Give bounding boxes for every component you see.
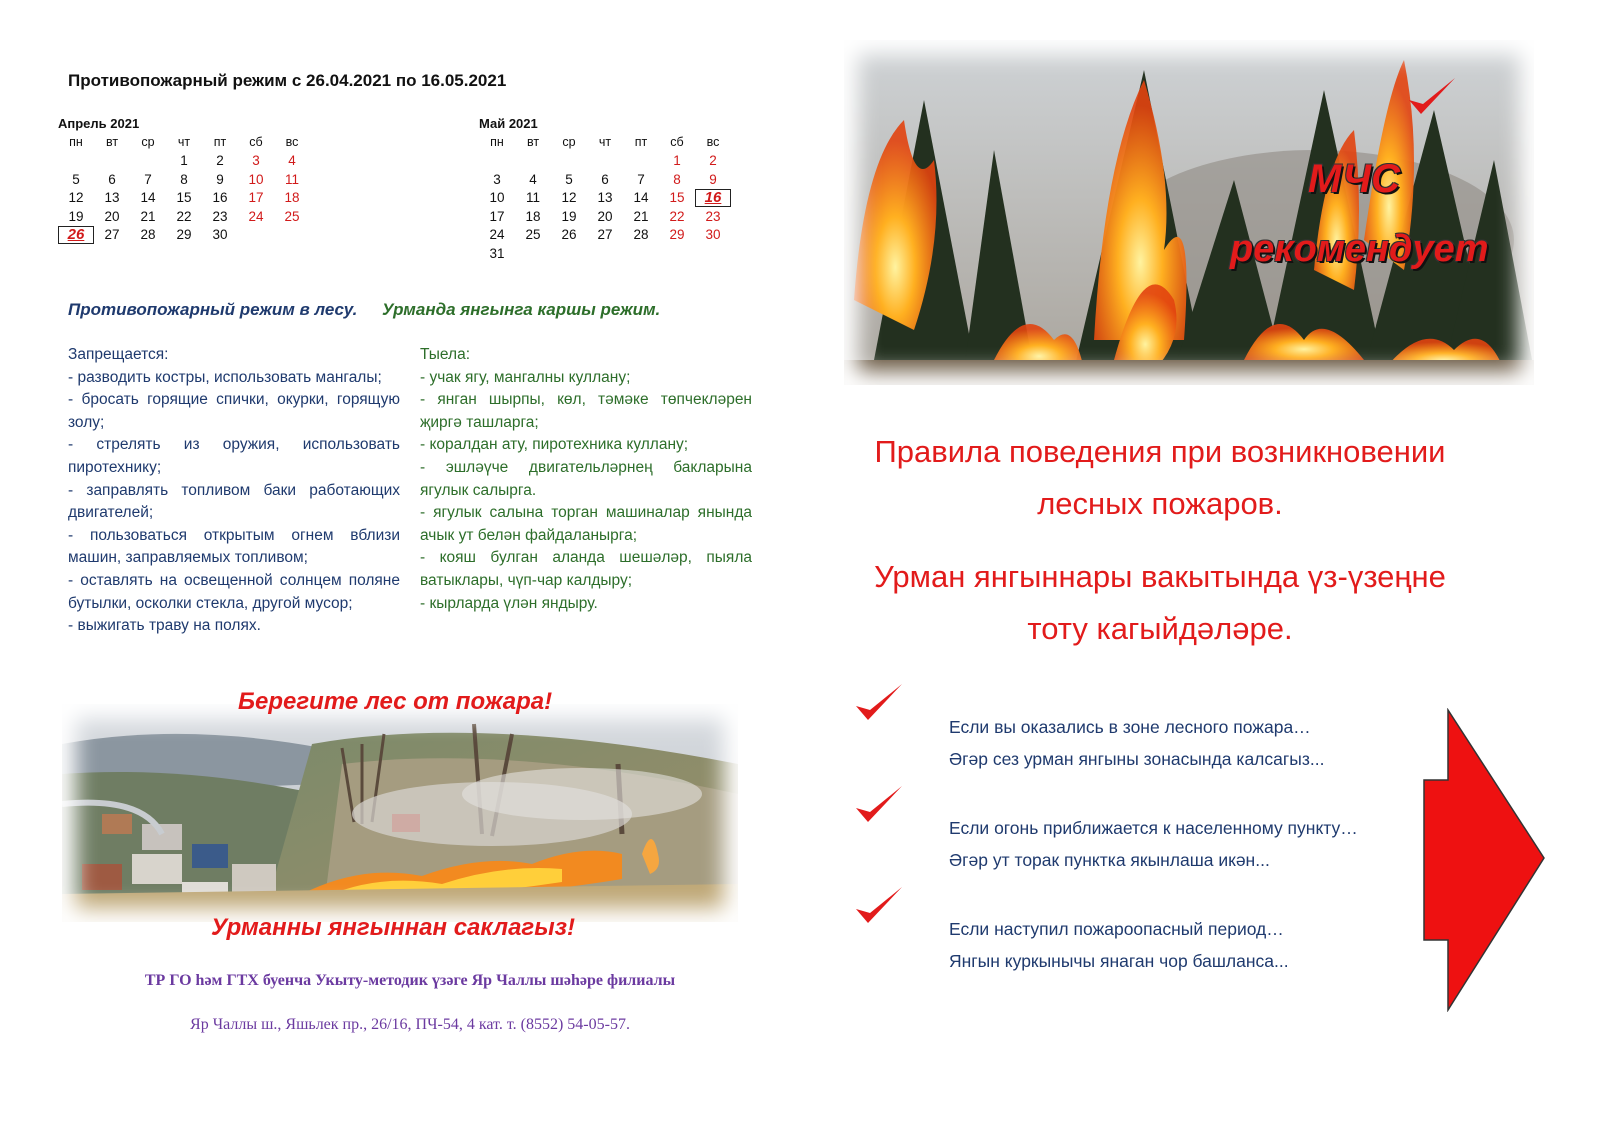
tip-item xyxy=(949,711,1324,775)
calendar-day: 24 xyxy=(489,227,505,243)
tip-item xyxy=(949,812,1358,876)
calendar-day: 31 xyxy=(489,245,505,261)
calendar-day: 27 xyxy=(104,227,120,243)
calendar-day: 29 xyxy=(669,227,685,243)
rule-item: - кояш булган аланда шешәләр, пыяла ватыклары, чүп-чар калдыру; xyxy=(420,549,752,589)
calendar-day: 4 xyxy=(288,153,296,169)
calendar-day: 28 xyxy=(140,227,156,243)
calendar-day: 15 xyxy=(176,190,192,206)
calendar-day: 15 xyxy=(669,190,685,206)
weekday-header: пн xyxy=(490,135,504,150)
calendar-day: 9 xyxy=(216,171,224,187)
calendar-day: 17 xyxy=(489,208,505,224)
slogan-ru: Берегите лес от пожара! xyxy=(238,688,553,715)
rule-item: - коралдан ату, пиротехника куллану; xyxy=(420,436,689,454)
mchs-subtitle: рекомендует xyxy=(1230,228,1489,270)
calendar-day: 10 xyxy=(489,190,505,206)
calendar-april xyxy=(58,116,310,244)
calendar-day: 21 xyxy=(140,208,156,224)
organization-name: ТР ГО һәм ГТХ буенча Укыту-методик үзәге Яр Чаллы шәһәре филиалы xyxy=(144,972,676,989)
calendar-day: 3 xyxy=(252,153,260,169)
rule-item: - стрелять из оружия, использовать пиротехнику; xyxy=(68,436,400,476)
weekday-header: сб xyxy=(249,135,263,150)
calendar-day: 22 xyxy=(669,208,685,224)
rule-item: Запрещается: xyxy=(68,346,169,363)
calendar-grid xyxy=(479,133,731,263)
calendar-day: 22 xyxy=(176,208,192,224)
tip-ru: Если огонь приближается к населенному пункту… xyxy=(949,818,1358,838)
calendar-day: 18 xyxy=(525,208,541,224)
rule-item: - выжигать траву на полях. xyxy=(68,617,261,635)
calendar-day: 2 xyxy=(216,153,224,169)
tip-tt: Әгәр сез урман янгыны зонасында калсагыз... xyxy=(949,749,1325,769)
arrow-right-icon xyxy=(1422,708,1546,1012)
rule-item: - бросать горящие спички, окурки, горящую золу; xyxy=(68,391,400,431)
rule-item: - учак ягу, мангалны куллану; xyxy=(420,368,631,386)
calendar-day: 19 xyxy=(561,208,577,224)
page-title: Противопожарный режим с 26.04.2021 по 16.05.2021 xyxy=(68,71,507,90)
calendar-day: 1 xyxy=(673,153,681,169)
calendar-day: 7 xyxy=(637,171,645,187)
rules-title-tt xyxy=(820,551,1500,655)
calendar-day: 25 xyxy=(525,227,541,243)
calendar-day-marked: 16 xyxy=(695,189,731,208)
calendar-empty-cell xyxy=(479,152,515,171)
calendar-empty-cell xyxy=(58,152,94,171)
calendar-day: 5 xyxy=(565,171,573,187)
rules-title-line: лесных пожаров. xyxy=(1037,486,1283,521)
slogan-tt: Урманны янгыннан саклагыз! xyxy=(211,914,575,941)
calendar-day: 8 xyxy=(673,171,681,187)
calendar-day: 6 xyxy=(601,171,609,187)
calendar-empty-cell xyxy=(587,152,623,171)
rules-title-line: тоту кагыйдәләре. xyxy=(1027,611,1293,646)
calendar-empty-cell xyxy=(623,152,659,171)
calendar-day: 27 xyxy=(597,227,613,243)
calendar-day: 1 xyxy=(180,153,188,169)
rules-title-ru xyxy=(820,426,1500,530)
rules-title-line: Правила поведения при возникновении xyxy=(874,434,1446,469)
calendar-day: 6 xyxy=(108,171,116,187)
organization-address: Яр Чаллы ш., Яшьлек пр., 26/16, ПЧ-54, 4 кат. т. (8552) 54-05-57. xyxy=(190,1016,630,1033)
calendar-day: 29 xyxy=(176,227,192,243)
rule-item: - оставлять на освещенной солнцем поляне бутылки, осколки стекла, другой мусор; xyxy=(68,571,400,612)
calendar-day: 11 xyxy=(525,190,540,206)
calendar-empty-cell xyxy=(551,152,587,171)
tip-tt: Янгын куркынычы янаган чор башланса... xyxy=(949,951,1289,971)
calendar-day: 4 xyxy=(529,171,537,187)
calendar-day: 10 xyxy=(248,171,264,187)
calendar-empty-cell xyxy=(130,152,166,171)
calendar-day: 8 xyxy=(180,171,188,187)
calendar-day: 17 xyxy=(248,190,264,206)
weekday-header: пн xyxy=(69,135,83,150)
calendar-day: 30 xyxy=(212,227,228,243)
calendar-day: 16 xyxy=(212,190,228,206)
calendar-day: 2 xyxy=(709,153,717,169)
tip-item xyxy=(949,913,1289,977)
rule-item: - разводить костры, использовать мангалы; xyxy=(68,368,382,386)
weekday-header: вт xyxy=(105,135,119,150)
section-heading xyxy=(68,300,660,320)
calendar-day: 24 xyxy=(248,208,264,224)
rule-item: - эшләүче двигательләрнең бакларына ягулык салырга. xyxy=(420,458,752,499)
calendar-empty-cell xyxy=(515,152,551,171)
calendar-day: 11 xyxy=(284,171,299,187)
calendar-may xyxy=(479,116,731,263)
weekday-header: ср xyxy=(562,135,576,150)
rule-item: - ягулык салына торган машиналар янында ачык ут белән файдаланырга; xyxy=(420,504,752,544)
calendar-day: 12 xyxy=(561,190,577,206)
calendar-day: 5 xyxy=(72,171,80,187)
calendar-day: 14 xyxy=(633,190,649,206)
calendar-day: 9 xyxy=(709,171,717,187)
calendar-day: 3 xyxy=(493,171,501,187)
rule-item: - янган шырпы, көл, тәмәке төпчекләрен җиргә ташларга; xyxy=(420,391,752,431)
village-fire-photo xyxy=(62,704,738,922)
calendar-day: 20 xyxy=(597,208,613,224)
calendar-day: 14 xyxy=(140,190,156,206)
calendar-day: 7 xyxy=(144,171,152,187)
calendar-day: 23 xyxy=(705,208,721,224)
weekday-header: ср xyxy=(141,135,155,150)
calendar-day: 23 xyxy=(212,208,228,224)
check-icon xyxy=(1405,74,1459,120)
calendar-day: 28 xyxy=(633,227,649,243)
weekday-header: чт xyxy=(598,135,612,150)
tip-ru: Если наступил пожароопасный период… xyxy=(949,919,1284,939)
tip-tt: Әгәр ут торак пунктка якынлаша икән... xyxy=(949,850,1270,870)
calendar-day: 13 xyxy=(104,190,120,206)
mchs-title: МЧС xyxy=(1308,157,1401,201)
weekday-header: пт xyxy=(634,135,648,150)
rules-title-line: Урман янгыннары вакытында үз-үзеңне xyxy=(874,559,1446,594)
calendar-day: 20 xyxy=(104,208,120,224)
weekday-header: вс xyxy=(706,135,720,150)
weekday-header: чт xyxy=(177,135,191,150)
rule-item: Тыела: xyxy=(420,346,471,363)
rules-list-ru xyxy=(68,344,400,638)
calendar-day: 13 xyxy=(597,190,613,206)
calendar-day: 26 xyxy=(561,227,577,243)
rules-list-tt xyxy=(420,344,752,615)
rule-item: - заправлять топливом баки работающих двигателей; xyxy=(68,481,400,522)
calendar-title: Май 2021 xyxy=(479,116,538,131)
check-icon xyxy=(852,883,906,929)
calendar-day: 30 xyxy=(705,227,721,243)
rule-item: - кырларда үлән яндыру. xyxy=(420,594,598,612)
calendar-title: Апрель 2021 xyxy=(58,116,140,131)
calendar-day: 19 xyxy=(68,208,84,224)
rule-item: - пользоваться открытым огнем вблизи машин, заправляемых топливом; xyxy=(68,526,400,567)
check-icon xyxy=(852,782,906,828)
calendar-grid xyxy=(58,133,310,244)
calendar-day-marked: 26 xyxy=(58,226,94,245)
calendar-day: 12 xyxy=(68,190,84,206)
tip-ru: Если вы оказались в зоне лесного пожара… xyxy=(949,717,1311,737)
calendar-empty-cell xyxy=(94,152,130,171)
weekday-header: пт xyxy=(213,135,227,150)
check-icon xyxy=(852,680,906,726)
weekday-header: вс xyxy=(285,135,299,150)
section-heading-ru: Противопожарный режим в лесу. xyxy=(68,300,358,319)
weekday-header: вт xyxy=(526,135,540,150)
calendar-day: 18 xyxy=(284,190,300,206)
section-heading-tt: Урманда янгынга каршы режим. xyxy=(382,300,661,319)
weekday-header: сб xyxy=(670,135,684,150)
calendar-day: 21 xyxy=(633,208,649,224)
calendar-day: 25 xyxy=(284,208,300,224)
